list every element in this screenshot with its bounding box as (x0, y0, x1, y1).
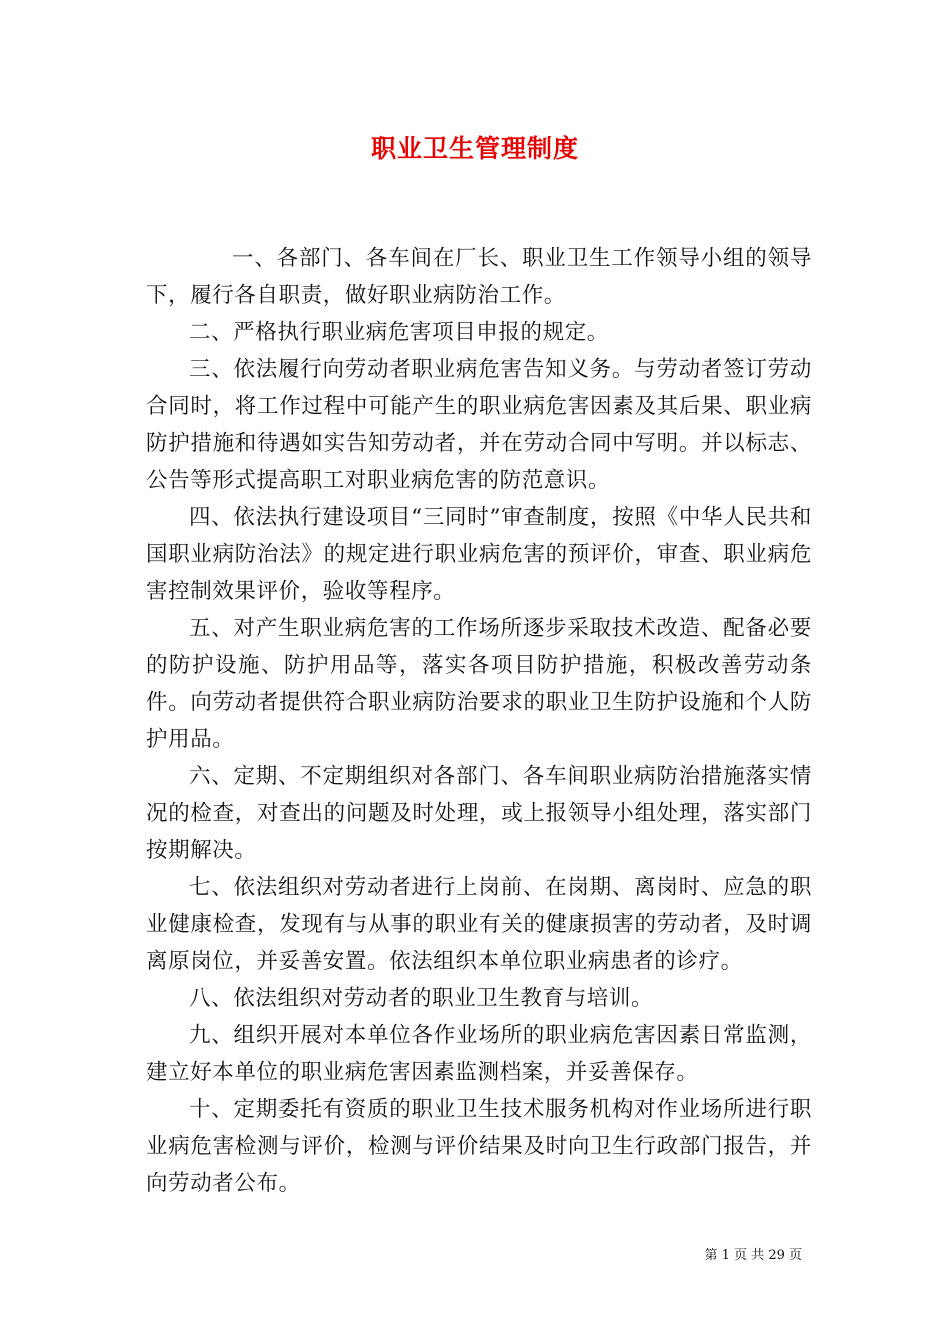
paragraph-2: 二、严格执行职业病危害项目申报的规定。 (189, 320, 609, 345)
paragraph-3: 三、依法履行向劳动者职业病危害告知义务。与劳动者签订劳动合同时，将工作过程中可能产生的职业病危害因素及其后果、职业病防护措施和待遇如实告知劳动者，并在劳动合同中写明。并以标志、公告等形式提高职工对职业病危害的防范意识。 (146, 357, 812, 493)
paragraph-10: 十、定期委托有资质的职业卫生技术服务机构对作业场所进行职业病危害检测与评价，检测与评价结果及时向卫生行政部门报告，并向劳动者公布。 (146, 1097, 812, 1196)
paragraph-9: 九、组织开展对本单位各作业场所的职业病危害因素日常监测，建立好本单位的职业病危害因素监测档案，并妥善保存。 (146, 1023, 812, 1085)
paragraph-8: 八、依法组织对劳动者的职业卫生教育与培训。 (189, 986, 654, 1011)
document-title: 职业卫生管理制度 (370, 134, 579, 163)
paragraph-7: 七、依法组织对劳动者进行上岗前、在岗期、离岗时、应急的职业健康检查，发现有与从事的职业有关的健康损害的劳动者，及时调离原岗位，并妥善安置。依法组织本单位职业病患者的诊疗。 (146, 875, 812, 974)
paragraph-6: 六、定期、不定期组织对各部门、各车间职业病防治措施落实情况的检查，对查出的问题及时处理，或上报领导小组处理，落实部门按期解决。 (146, 764, 812, 863)
paragraph-5: 五、对产生职业病危害的工作场所逐步采取技术改造、配备必要的防护设施、防护用品等，落实各项目防护措施，积极改善劳动条件。向劳动者提供符合职业病防治要求的职业卫生防护设施和个人防护用品。 (146, 616, 812, 752)
paragraph-1: 一、各部门、各车间在厂长、职业卫生工作领导小组的领导下，履行各自职责，做好职业病防治工作。 (146, 246, 812, 308)
paragraph-4: 四、依法执行建设项目“三同时”审查制度，按照《中华人民共和国职业病防治法》的规定进行职业病危害的预评价，审查、职业病危害控制效果评价，验收等程序。 (146, 505, 812, 604)
document-body (146, 240, 812, 1202)
page-number: 第 1 页 共 29 页 (704, 1248, 802, 1263)
